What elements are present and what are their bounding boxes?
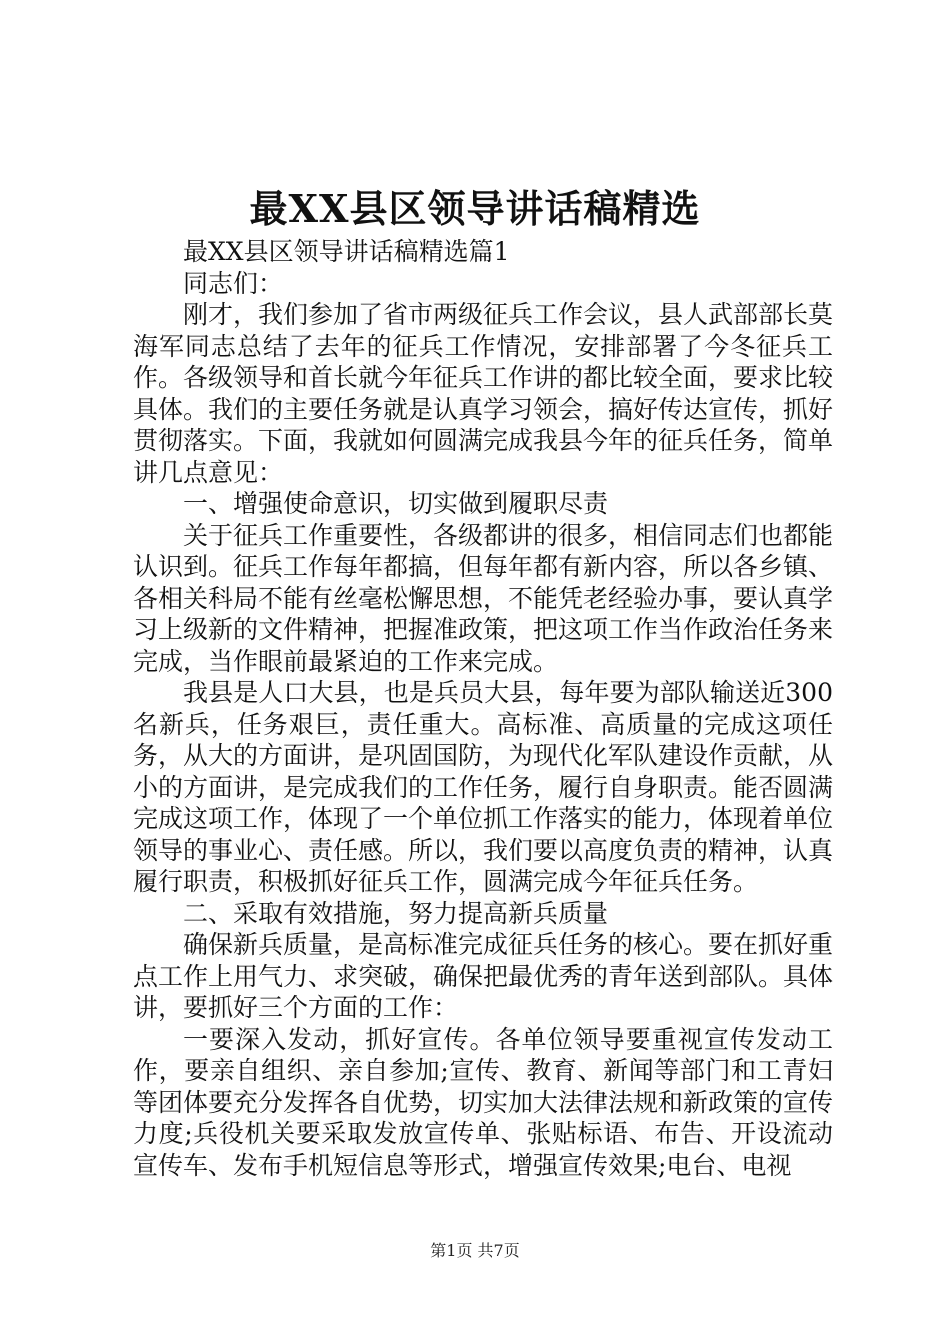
paragraph: 我县是人口大县，也是兵员大县，每年要为部队输送近300名新兵，任务艰巨，责任重大。高标准、高质量的完成这项任务，从大的方面讲，是巩固国防，为现代化军队建设作贡献，从小的方面讲，是完成我们的工作任务，履行自身职责。能否圆满完成这项工作，体现了一个单位抓工作落实的能力，体现着单位领导的事业心、责任感。所以，我们要以高度负责的精神，认真履行职责，积极抓好征兵工作，圆满完成今年征兵任务。	[133, 678, 834, 896]
paragraph-intro: 刚才，我们参加了省市两级征兵工作会议，县人武部部长莫海军同志总结了去年的征兵工作情况，安排部署了今冬征兵工作。各级领导和首长就今年征兵工作讲的都比较全面，要求比较具体。我们的主要任务就是认真学习领会，搞好传达宣传，抓好贯彻落实。下面，我就如何圆满完成我县今年的征兵任务，简单讲几点意见：	[133, 300, 834, 487]
paragraph-subtitle: 最XX县区领导讲话稿精选篇1	[183, 237, 510, 266]
document-title: 最XX县区领导讲话稿精选	[249, 186, 701, 231]
page-footer: 第1页 共7页	[430, 1241, 520, 1260]
paragraph: 确保新兵质量，是高标准完成征兵任务的核心。要在抓好重点工作上用气力、求突破，确保把最优秀的青年送到部队。具体讲，要抓好三个方面的工作：	[133, 930, 834, 1022]
paragraph: 关于征兵工作重要性，各级都讲的很多，相信同志们也都能认识到。征兵工作每年都搞，但每年都有新内容，所以各乡镇、各相关科局不能有丝毫松懈思想，不能凭老经验办事，要认真学习上级新的文件精神，把握准政策，把这项工作当作政治任务来完成，当作眼前最紧迫的工作来完成。	[133, 520, 834, 676]
section-heading-2: 二、采取有效措施，努力提高新兵质量	[183, 898, 609, 928]
paragraph-salutation: 同志们：	[183, 268, 284, 298]
section-heading-1: 一、增强使命意识，切实做到履职尽责	[183, 489, 609, 518]
document-body	[133, 236, 833, 1181]
paragraph: 一要深入发动，抓好宣传。各单位领导要重视宣传发动工作，要亲自组织、亲自参加;宣传、教育、新闻等部门和工青妇等团体要充分发挥各自优势，切实加大法律法规和新政策的宣传力度;兵役机关要采取发放宣传单、张贴标语、布告、开设流动宣传车、发布手机短信息等形式，增强宣传效果;电台、电视	[133, 1024, 834, 1180]
